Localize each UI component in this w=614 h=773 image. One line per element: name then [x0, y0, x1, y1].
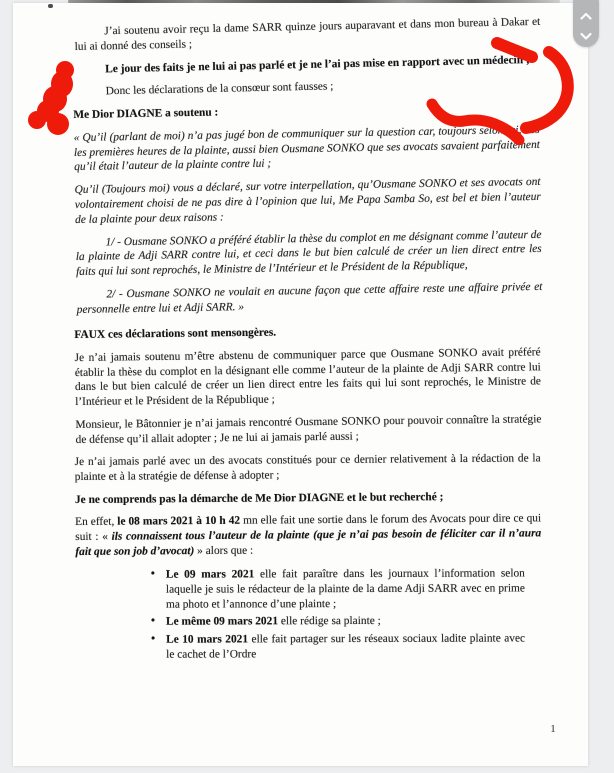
date-bold: Le même 09 mars 2021: [166, 615, 279, 629]
page-number: 1: [550, 723, 556, 735]
section-bullets: [75, 566, 541, 662]
paragraph-bold: Le jour des faits je ne lui ai pas parlé et je ne l’ai pas mise en rapport avec un médecin ;: [105, 53, 530, 75]
text-run: elle fait paraître dans les journaux l’information selon laquelle je suis le rédacteur de la plainte de la dame Adji SARR avec en prime ma photo et l’annonce d’une plainte ;: [165, 567, 525, 611]
quote-paragraph: Qu’il (Toujours moi) vous a déclaré, sur votre interpellation, qu’Ousmane SONKO et ses avocats ont volontairement choisi de ne pas dire à l’opinion que lui, Me Papa Samba So, est bel et bien l’auteur de la plainte pour deux raisons :: [74, 176, 541, 226]
list-item: [149, 614, 525, 630]
statement-heading: Je ne comprends pas la démarche de Me Dior DIAGNE et le but recherché ;: [74, 491, 444, 506]
paragraph: Je n’ai jamais soutenu m’être abstenu de communiquer parce que Ousmane SONKO avait préféré établir la thèse du complot en la désignant elle comme l’auteur de la plainte de Adji SARR contre lui dans le but bien calculé de créer un lien direct entre les faits qui lui sont reprochés, le Ministre de l’Intérieur et le Président de la République ;: [74, 345, 542, 408]
list-item: [149, 632, 525, 663]
text-run-bold-italic: ils connaissent tous l’auteur de la plainte (que je n’ai pas besoin de féliciter car il n’aura fait que son job d’avocat): [75, 527, 542, 559]
paragraph: Monsieur, le Bâtonnier je n’ai jamais rencontré Ousmane SONKO pour pouvoir connaître la stratégie de défense qu’il allait adopter ; Je ne lui ai jamais parlé aussi ;: [75, 413, 542, 446]
chevron-down-icon[interactable]: [580, 28, 592, 37]
text-run-bold: le 08 mars 2021 à 10 h 42: [117, 515, 241, 529]
scan-edge-artifact: [68, 0, 560, 3]
scan-speck: [48, 4, 53, 8]
text-run: mn elle fait une sortie dans le forum des Avocats pour dire ce qui suit : «: [75, 513, 542, 544]
date-bold: Le 10 mars 2021: [166, 633, 249, 646]
paragraph: Donc les déclarations de la consœur sont fausses ;: [105, 80, 334, 98]
text-run: elle fait partager sur les réseaux sociaux ladite plainte avec le cachet de l’Ordre: [166, 632, 526, 661]
quote-numbered-item: 1/ - Ousmane SONKO a préféré établir la thèse du complot en me désignant comme l’auteur de la plainte de Adji SARR contre lui, et ceci dans le but bien calculé de créer un lien direct entre les faits qui lui sont reprochés, le Ministre de l’Intérieur et le Président de la République,: [75, 228, 542, 279]
bullet-list: [149, 567, 525, 663]
section-conclusion: [75, 452, 542, 560]
document-content: [73, 15, 543, 666]
scroll-stepper[interactable]: [573, 0, 599, 47]
section-quote: [73, 100, 543, 318]
section-top: [74, 15, 542, 100]
list-item: [149, 567, 525, 613]
statement-heading: FAUX ces déclarations sont mensongères.: [74, 326, 277, 341]
document-page: [13, 3, 588, 766]
paragraph: Je n’ai jamais parlé avec un des avocats constitués pour ce dernier relativement à la rédaction de la plainte et à la stratégie de défense à adopter ;: [74, 452, 541, 484]
chevron-up-icon[interactable]: [580, 8, 592, 17]
paragraph: J’ai soutenu avoir reçu la dame SARR quinze jours auparavant et dans mon bureau à Dakar et lui ai donné des conseils ;: [74, 15, 541, 53]
quote-numbered-item: 2/ - Ousmane SONKO ne voulait en aucune façon que cette affaire reste une affaire privée et personnelle entre lui et Adji SARR. »: [76, 281, 543, 316]
quote-paragraph: « Qu’il (parlant de moi) n’a pas jugé bon de communiquer sur la question car, toujours selon lui, dès les premières heures de la plainte, aussi bien Ousmane SONKO que ses avocats savaient parfaitement qu’il était l’auteur de la plainte contre lui ;: [73, 123, 540, 174]
section-heading: Me Dior DIAGNE a soutenu :: [73, 106, 219, 122]
paragraph-mixed: [75, 512, 541, 560]
date-bold: Le 09 mars 2021: [165, 568, 255, 581]
section-rebuttal: [74, 322, 541, 447]
text-run: En effet,: [75, 516, 118, 529]
text-run: elle rédige sa plainte ;: [277, 615, 381, 628]
text-run: » alors que :: [194, 544, 254, 558]
